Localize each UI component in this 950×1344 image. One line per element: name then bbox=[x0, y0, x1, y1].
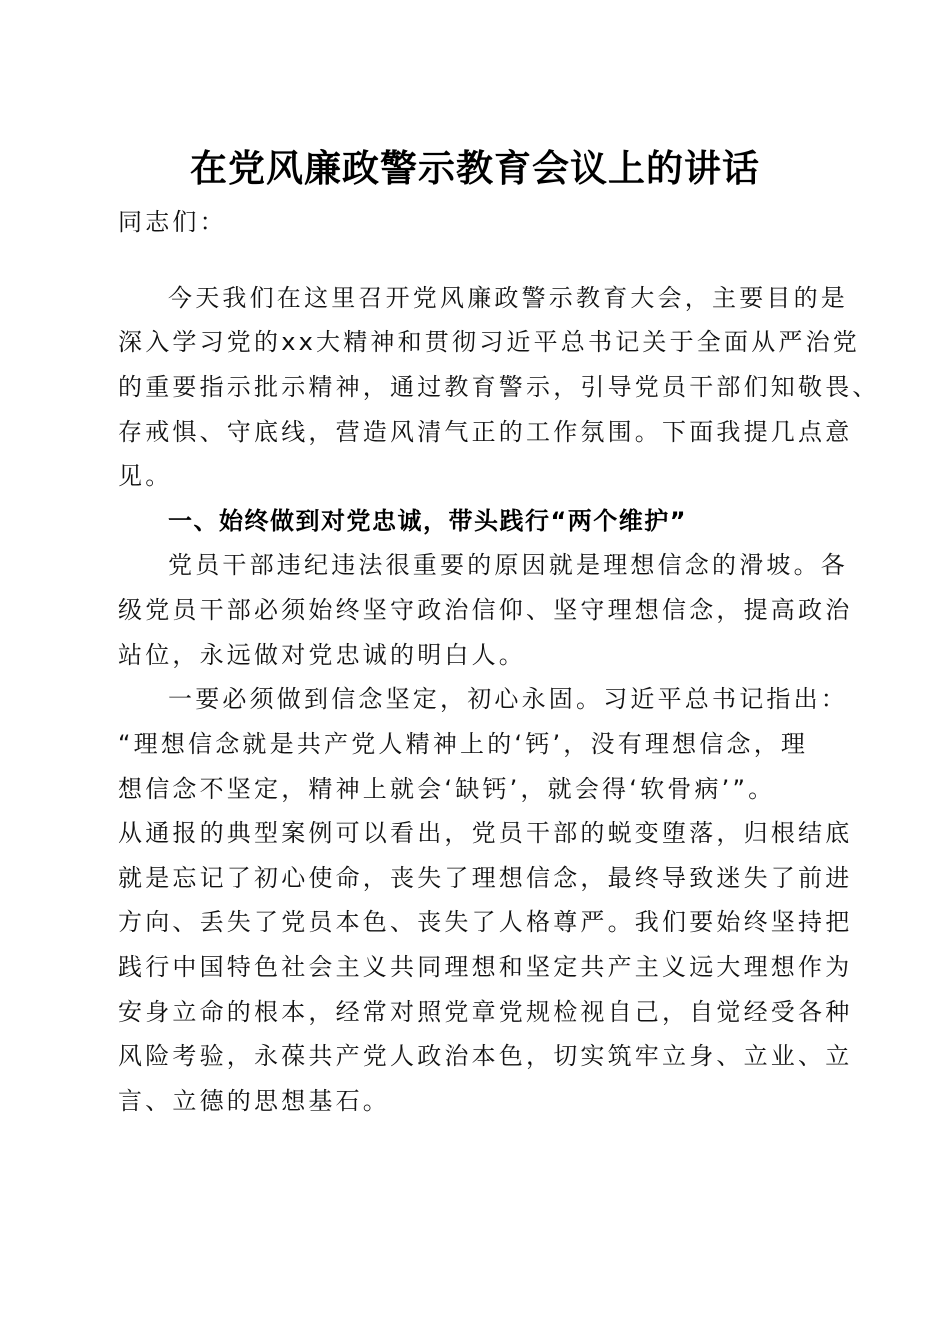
paragraph-line: 从通报的典型案例可以看出，党员干部的蜕变堕落，归根结底 bbox=[118, 819, 853, 847]
paragraph-line: 想信念不坚定，精神上就会‘缺钙’，就会得‘软骨病’”。 bbox=[118, 775, 776, 803]
paragraph-line: 践行中国特色社会主义共同理想和坚定共产主义远大理想作为 bbox=[118, 953, 853, 981]
section-heading: 一、始终做到对党忠诚，带头践行“两个维护” bbox=[168, 507, 688, 535]
paragraph-line: 深入学习党的xx大精神和贯彻习近平总书记关于全面从严治党 bbox=[118, 328, 861, 356]
paragraph-line: 安身立命的根本，经常对照党章党规检视自己，自觉经受各种 bbox=[118, 998, 853, 1026]
paragraph-line: 言、立德的思想基石。 bbox=[118, 1087, 390, 1115]
paragraph-line: 存戒惧、守底线，营造风清气正的工作氛围。下面我提几点意 bbox=[118, 418, 853, 446]
paragraph-line: 站位，永远做对党忠诚的明白人。 bbox=[118, 641, 526, 669]
paragraph-line: 就是忘记了初心使命，丧失了理想信念，最终导致迷失了前进 bbox=[118, 864, 853, 892]
paragraph-line: 级党员干部必须始终坚守政治信仰、坚守理想信念，提高政治 bbox=[118, 596, 853, 624]
paragraph-line: 一要必须做到信念坚定，初心永固。习近平总书记指出： bbox=[168, 685, 848, 713]
paragraph-line: 风险考验，永葆共产党人政治本色，切实筑牢立身、立业、立 bbox=[118, 1042, 853, 1070]
paragraph-line: 见。 bbox=[118, 462, 173, 490]
paragraph-line: 方向、丢失了党员本色、丧失了人格尊严。我们要始终坚持把 bbox=[118, 908, 853, 936]
paragraph-line: 党员干部违纪违法很重要的原因就是理想信念的滑坡。各 bbox=[168, 551, 848, 579]
paragraph-line: “理想信念就是共产党人精神上的‘钙’，没有理想信念，理 bbox=[118, 730, 809, 758]
document-title: 在党风廉政警示教育会议上的讲话 bbox=[190, 146, 760, 190]
salutation: 同志们： bbox=[118, 208, 227, 236]
paragraph-line: 的重要指示批示精神，通过教育警示，引导党员干部们知敬畏、 bbox=[118, 373, 880, 401]
paragraph-line: 今天我们在这里召开党风廉政警示教育大会，主要目的是 bbox=[168, 284, 848, 312]
